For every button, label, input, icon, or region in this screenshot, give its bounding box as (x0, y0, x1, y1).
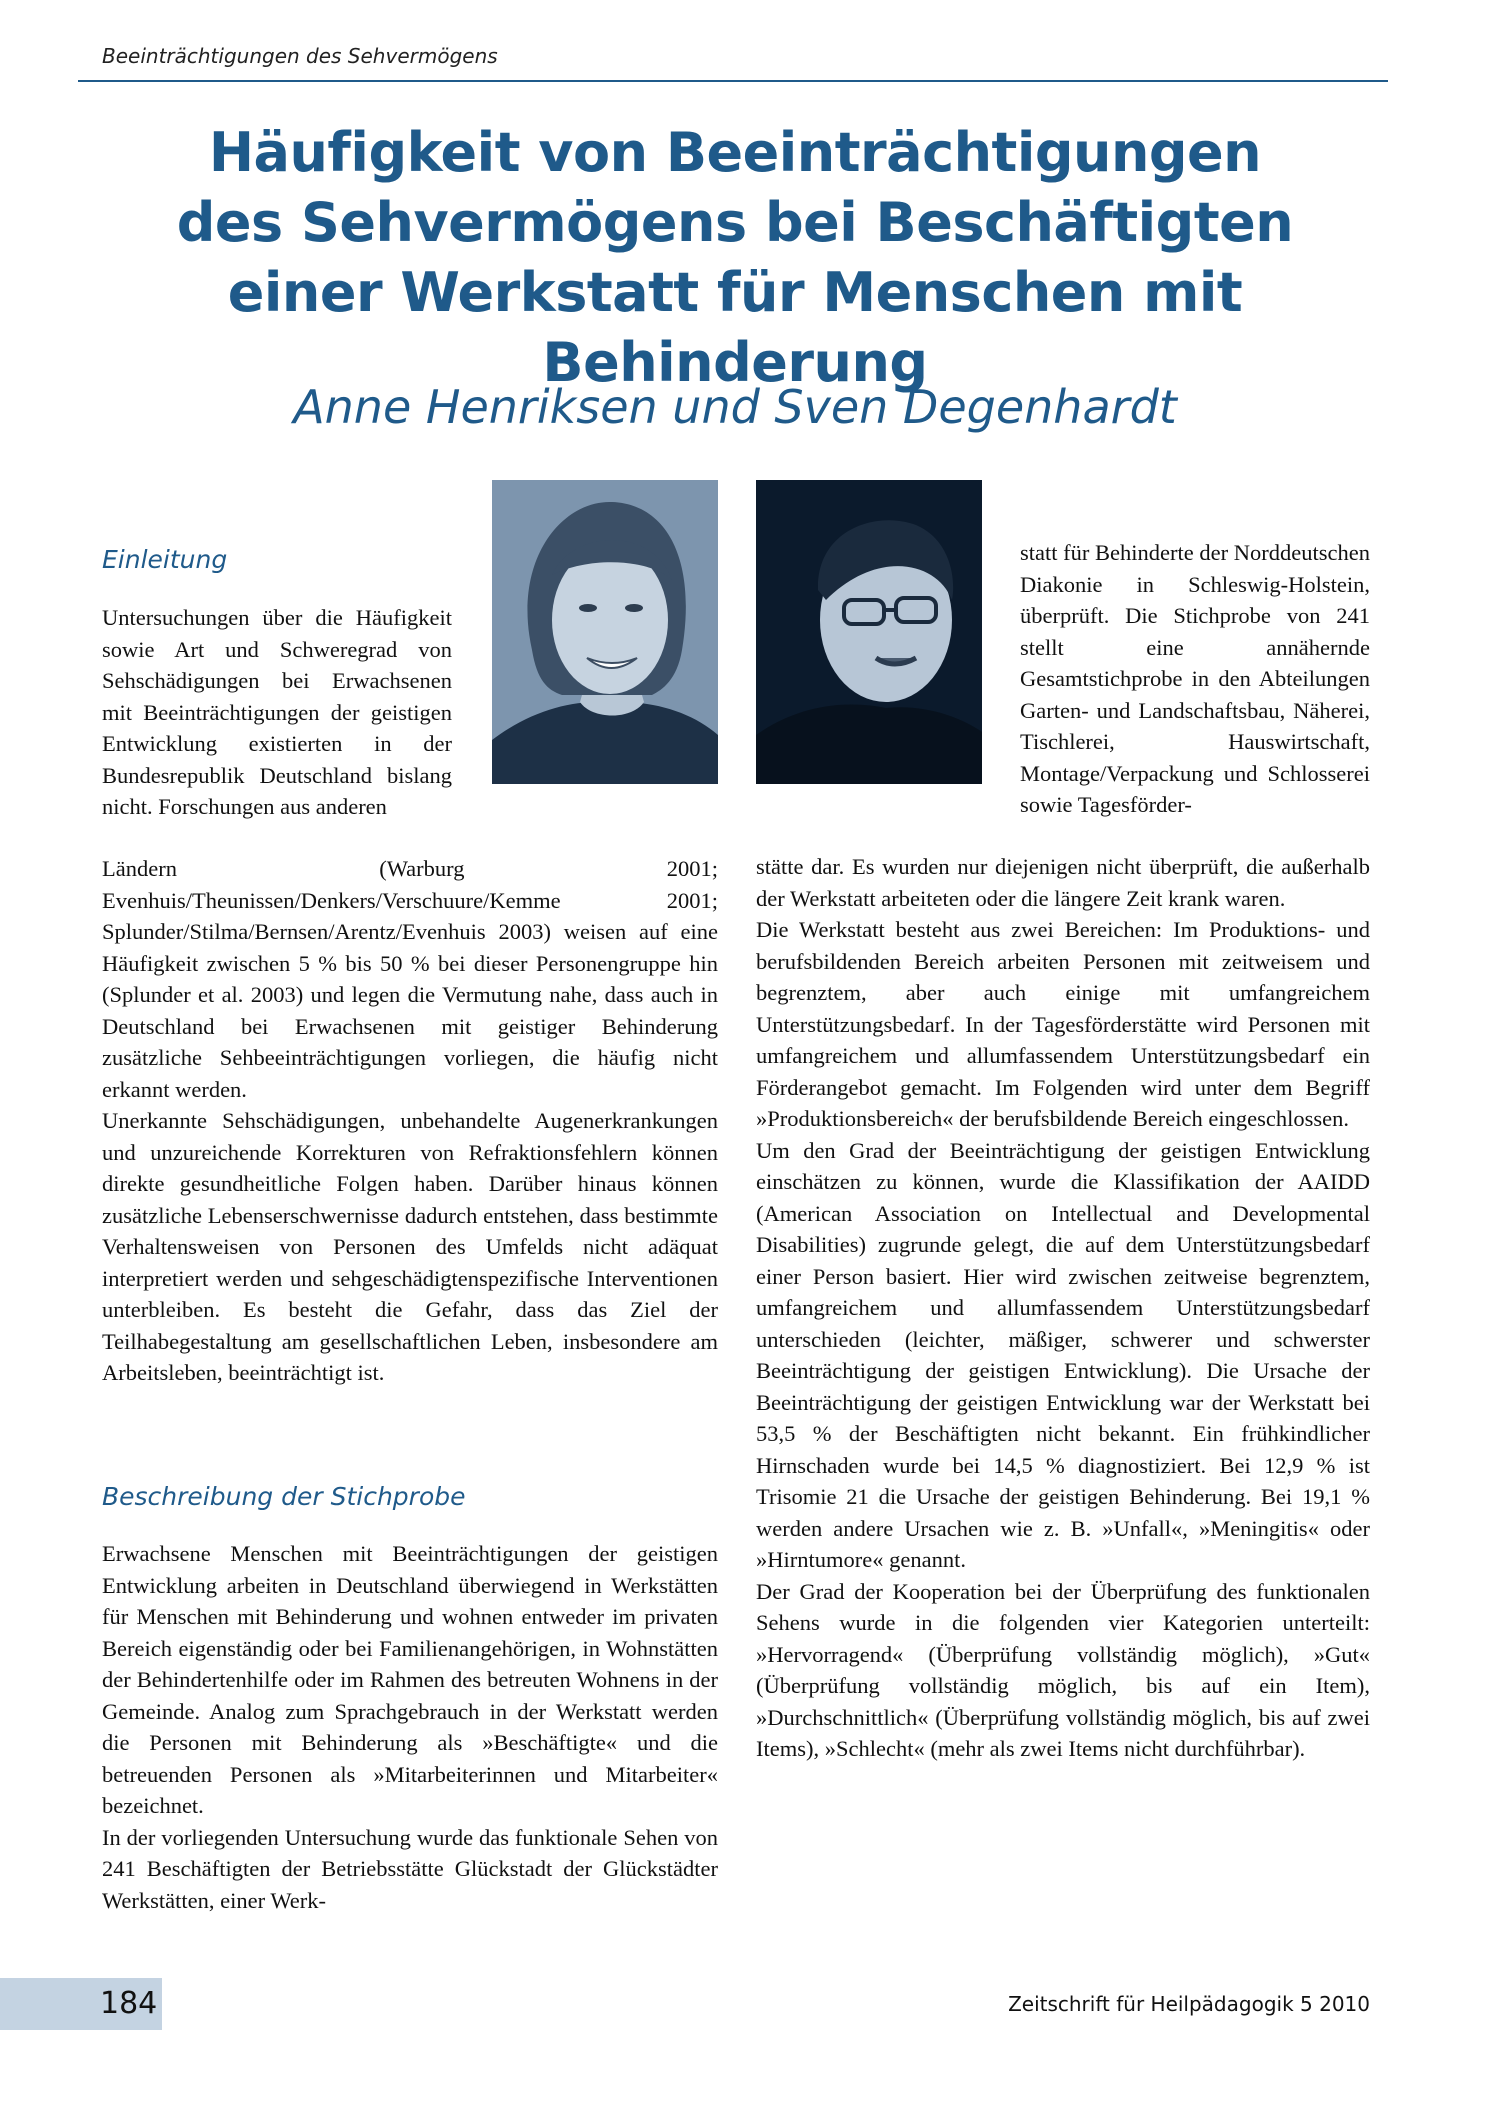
sample-text-paragraph-2: In der vorliegenden Untersuchung wurde das funktionale Sehen von 241 Beschäftigten der Betriebsstätte Glückstadt der Glückstädter Werkstätten, einer Werk- (102, 1824, 718, 1913)
page-number: 184 (100, 1986, 158, 2021)
sample-paragraphs (102, 1538, 718, 1916)
article-title: Häufigkeit von Beeinträchtigungen des Sehvermögens bei Beschäftigten einer Werkstatt für Menschen mit Behinderung (176, 121, 1294, 394)
portrait-man-image (756, 480, 982, 784)
intro-text-wide: Ländern (Warburg 2001; Evenhuis/Theunissen/Denkers/Verschuure/Kemme 2001; Splunder/Stilma/Bernsen/Arentz/Evenhuis 2003) weisen auf eine Häufigkeit zwischen 5 % bis 50 % bei dieser Personengruppe hin (Splunder et al. 2003) und legen die Vermutung nahe, dass auch in Deutschland bei Erwachsenen mit geistiger Behinderung zusätzliche Sehbeeinträchtigungen vorliegen, die häufig nicht erkannt werden. (102, 856, 718, 1102)
right-text-paragraph-3: Um den Grad der Beeinträchtigung der geistigen Entwicklung einschätzen zu können, wurde die Klassifikation der AAIDD (American Association on Intellectual and Developmental Disabilities) zugrunde gelegt, die auf dem Unterstützungsbedarf einer Person basiert. Hier wird zwischen zeitweise begrenztem, umfangreichem und allumfassendem Unterstützungsbedarf unterschieden (leichter, mäßiger, schwerer und schwerster Beeinträchtigung der geistigen Entwicklung). Die Ursache der Beeinträchtigung der geistigen Entwicklung war der Werkstatt bei 53,5 % der Beschäftigten nicht bekannt. Ein frühkindlicher Hirnschaden wurde bei 14,5 % diagnostiziert. Bei 12,9 % ist Trisomie 21 die Ursache der geistigen Behinderung. Bei 19,1 % werden andere Ursachen wie z. B. »Unfall«, »Meningitis« oder »Hirntumore« genannt. (756, 1137, 1370, 1572)
right-text-paragraph-2: Die Werkstatt besteht aus zwei Bereichen: Im Produktions- und berufsbildenden Bereich arbeiten Personen mit zeitweisem und begrenztem, aber auch einige mit umfangreichem Unterstützungsbedarf. In der Tagesförderstätte wird Personen mit umfangreichem und allumfassendem Unterstützungsbedarf ein Förderangebot gemacht. Im Folgenden wird unter dem Begriff »Produktionsbereich« der berufsbildende Bereich eingeschlossen. (756, 917, 1370, 1131)
portrait-woman-image (492, 480, 718, 784)
article-authors: Anne Henriksen und Sven Degenhardt (293, 380, 1177, 434)
intro-paragraphs-wide (102, 853, 718, 1389)
header-rule (78, 80, 1388, 82)
right-text-narrow: statt für Behinderte der Norddeutschen Diakonie in Schleswig-Holstein, überprüft. Die Stichprobe von 241 stellt eine annähernde Gesamtstichprobe in den Abteilungen Garten- und Landschaftsbau, Näherei, Tischlerei, Hauswirtschaft, Montage/Verpackung und Schlosserei sowie Tagesförder- (1020, 540, 1370, 817)
journal-citation: Zeitschrift für Heilpädagogik 5 2010 (1008, 1992, 1370, 2016)
author-photo-degenhardt (756, 480, 982, 784)
running-head: Beeinträchtigungen des Sehvermögens (102, 44, 498, 68)
author-photo-henriksen (492, 480, 718, 784)
intro-text-narrow: Untersuchungen über die Häufigkeit sowie Art und Schweregrad von Sehschädigungen bei Erwachsenen mit Beeinträchtigungen der geistigen Entwicklung existierten in der Bundesrepublik Deutschland bislang nicht. Forschungen aus anderen (102, 605, 452, 819)
right-text-paragraph-1: stätte dar. Es wurden nur diejenigen nicht überprüft, die außerhalb der Werkstatt arbeiteten oder die längere Zeit krank waren. (756, 854, 1370, 911)
intro-text-paragraph-2: Unerkannte Sehschädigungen, unbehandelte Augenerkrankungen und unzureichende Korrekturen von Refraktionsfehlern können direkte gesundheitliche Folgen haben. Darüber hinaus können zusätzliche Lebenserschwernisse dadurch entstehen, dass bestimmte Verhaltensweisen von Personen des Umfelds nicht adäquat interpretiert werden und sehgeschädigtenspezifische Interventionen unterbleiben. Es besteht die Gefahr, dass das Ziel der Teilhabegestaltung am gesellschaftlichen Leben, insbesondere am Arbeitsleben, beeinträchtigt ist. (102, 1108, 718, 1385)
section-heading-stichprobe: Beschreibung der Stichprobe (102, 1482, 466, 1511)
sample-text-paragraph-1: Erwachsene Menschen mit Beeinträchtigungen der geistigen Entwicklung arbeiten in Deutschland überwiegend in Werkstätten für Menschen mit Behinderung und wohnen entweder im privaten Bereich eigenständig oder bei Familienangehörigen, in Wohnstätten der Behindertenhilfe oder im Rahmen des betreuten Wohnens in der Gemeinde. Analog zum Sprachgebrauch in der Werkstatt werden die Personen mit Behinderung als »Beschäftigte« und die betreuenden Personen als »Mitarbeiterinnen und Mitarbeiter« bezeichnet. (102, 1541, 718, 1818)
right-text-paragraph-4: Der Grad der Kooperation bei der Überprüfung des funktionalen Sehens wurde in die folgenden vier Kategorien unterteilt: »Hervorragend« (Überprüfung vollständig möglich), »Gut« (Überprüfung vollständig möglich, bis auf ein Item), »Durchschnittlich« (Überprüfung vollständig möglich, bis auf zwei Items), »Schlecht« (mehr als zwei Items nicht durchführbar). (756, 1578, 1370, 1761)
section-heading-einleitung: Einleitung (102, 545, 228, 574)
intro-paragraph-narrow (102, 602, 452, 823)
right-column-wide (756, 851, 1370, 1765)
right-column-narrow (1020, 537, 1370, 821)
